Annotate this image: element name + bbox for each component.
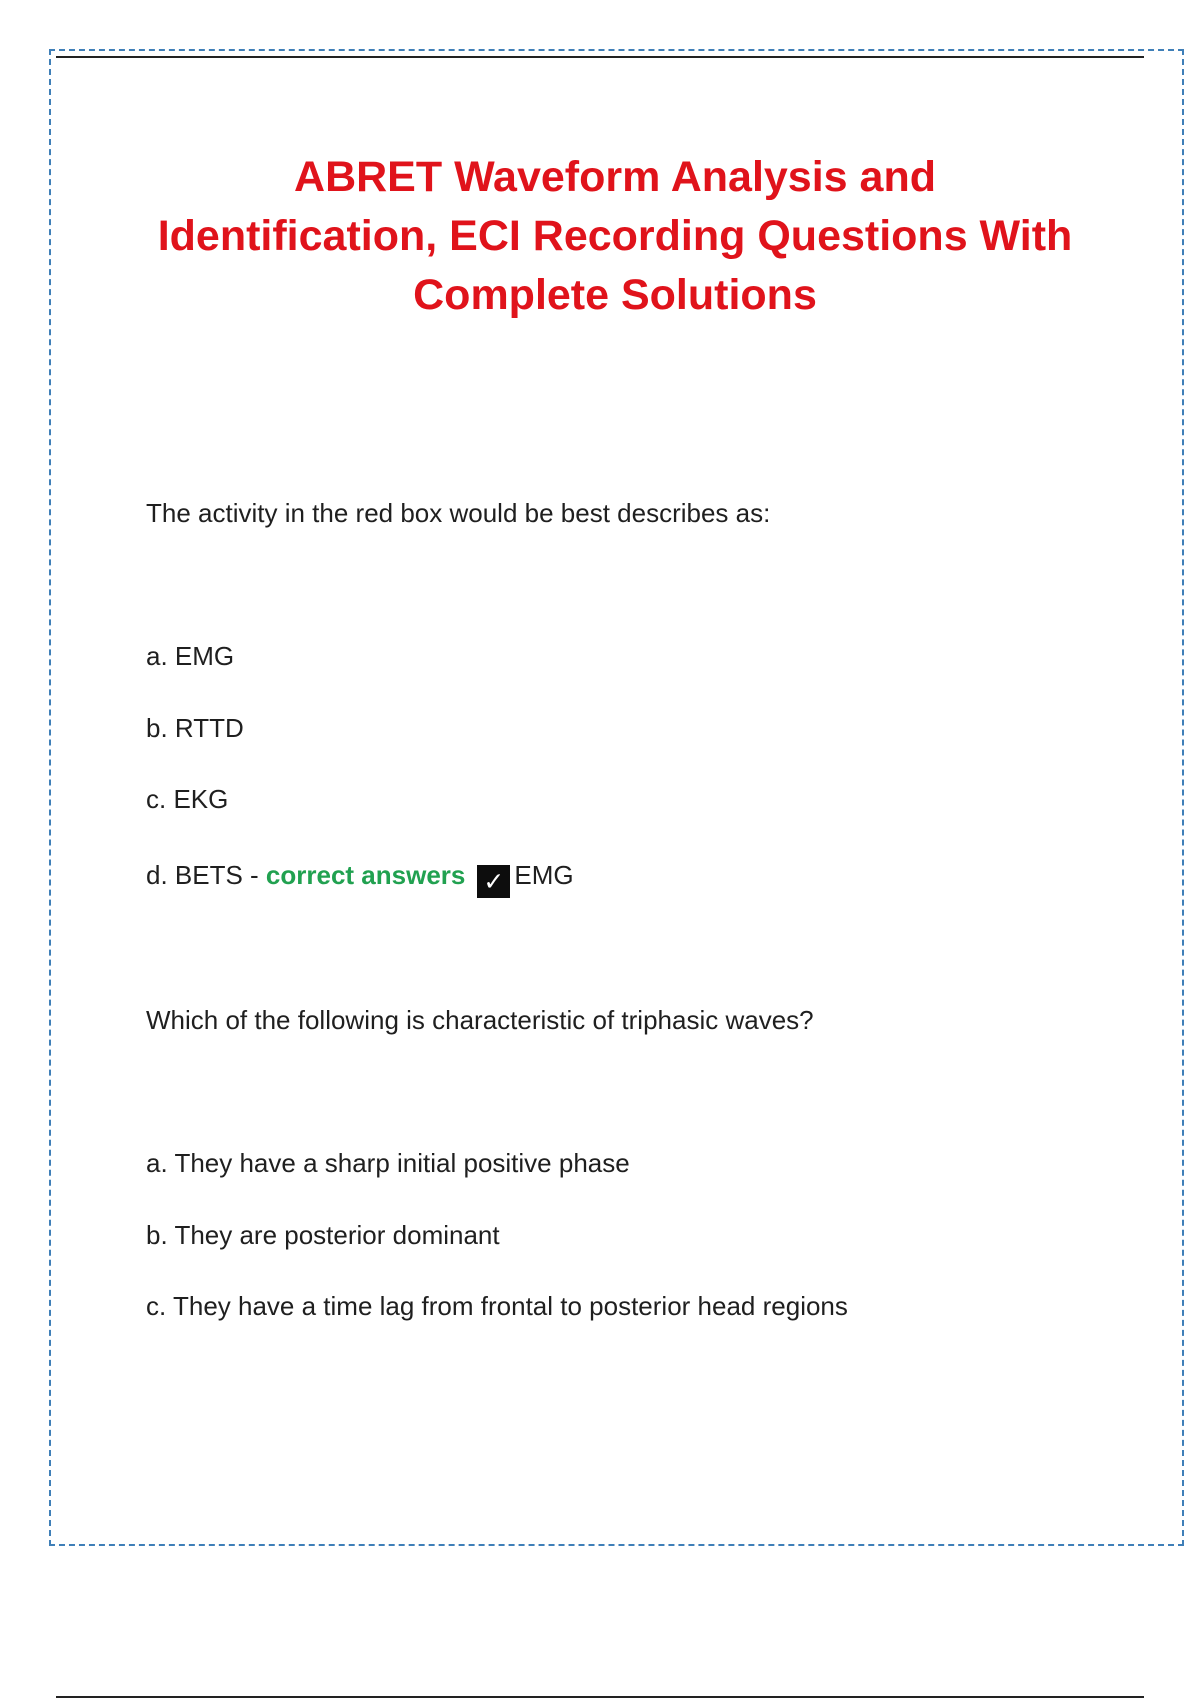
title-line-2: Identification, ECI Recording Questions With [157, 212, 1073, 260]
question-1-option-d-text: d. BETS - [146, 860, 266, 890]
bottom-rule [56, 1696, 1144, 1698]
question-1-option-a: a. EMG [146, 641, 235, 671]
correct-answer-text: EMG [514, 860, 574, 890]
document-title [120, 148, 1110, 325]
question-2-prompt: Which of the following is characteristic of triphasic waves? [146, 1005, 814, 1035]
correct-answers-label: correct answers [265, 860, 466, 890]
top-rule [56, 56, 1144, 58]
question-2-option-a: a. They have a sharp initial positive phase [146, 1148, 630, 1178]
title-line-1: ABRET Waveform Analysis and [294, 153, 936, 201]
question-1-option-c: c. EKG [146, 784, 229, 814]
question-1-option-d [146, 858, 574, 898]
question-1-option-b: b. RTTD [146, 713, 244, 743]
question-2-option-c: c. They have a time lag from frontal to posterior head regions [146, 1291, 848, 1321]
question-2-option-b: b. They are posterior dominant [146, 1220, 500, 1250]
check-box-icon: ✓ [477, 865, 510, 898]
title-line-3: Complete Solutions [413, 271, 817, 319]
question-1-prompt: The activity in the red box would be best describes as: [146, 498, 771, 528]
